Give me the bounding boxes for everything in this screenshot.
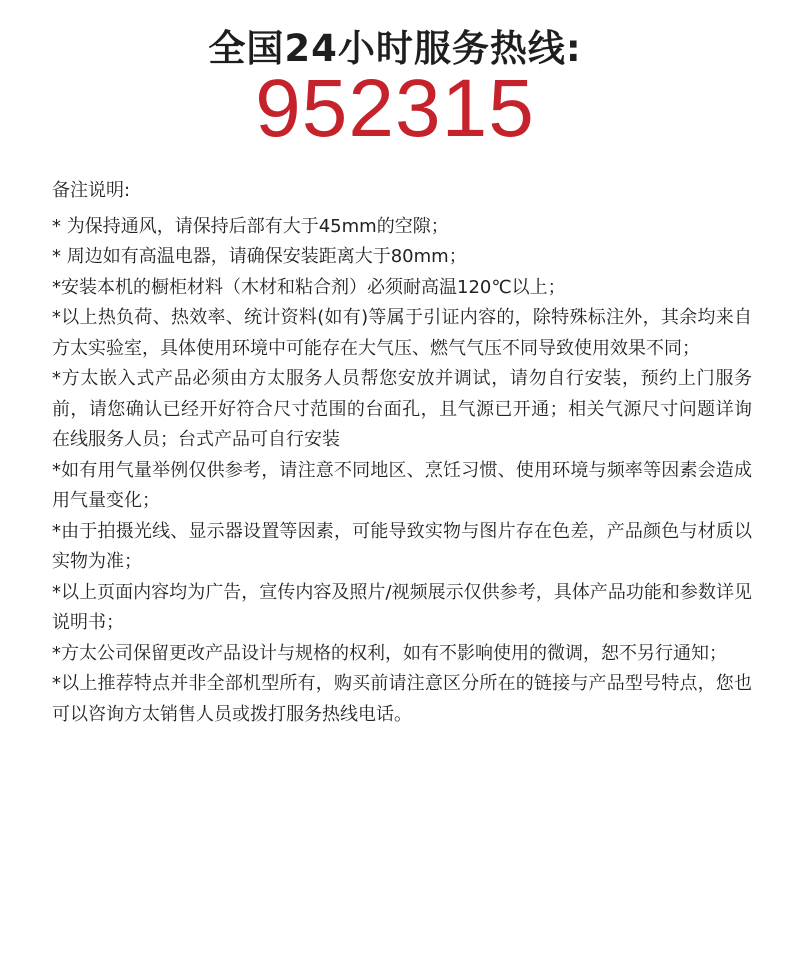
note-item: *方太公司保留更改产品设计与规格的权利，如有不影响使用的微调，恕不另行通知； [52, 642, 727, 664]
note-item: *以上热负荷、热效率、统计资料(如有)等属于引证内容的，除特殊标注外，其余均来自方太实验室，具体使用环境中可能存在大气压、燃气气压不同导致使用效果不同； [52, 307, 752, 359]
note-item: *如有用气量举例仅供参考，请注意不同地区、烹饪习惯、使用环境与频率等因素会造成用气量变化； [52, 459, 752, 511]
note-item: *方太嵌入式产品必须由方太服务人员帮您安放并调试，请勿自行安装，预约上门服务前，请您确认已经开好符合尺寸范围的台面孔，且气源已开通；相关气源尺寸问题详询在线服务人员；台式产品可自行安装 [52, 368, 752, 450]
hotline-number: 952315 [255, 63, 535, 154]
note-item: *由于拍摄光线、显示器设置等因素，可能导致实物与图片存在色差，产品颜色与材质以实物为准； [52, 520, 752, 572]
notes-heading: 备注说明: [52, 180, 131, 201]
hotline-title: 全国24小时服务热线: [208, 27, 582, 70]
notes-section [52, 176, 752, 730]
note-item: *安装本机的橱柜材料（木材和粘合剂）必须耐高温120℃以上； [52, 276, 566, 298]
note-item: * 为保持通风，请保持后部有大于45mm的空隙； [52, 215, 449, 237]
note-item: *以上页面内容均为广告，宣传内容及照片/视频展示仅供参考，具体产品功能和参数详见说明书； [52, 581, 752, 633]
note-item: *以上推荐特点并非全部机型所有，购买前请注意区分所在的链接与产品型号特点，您也可以咨询方太销售人员或拨打服务热线电话。 [52, 673, 752, 725]
note-item: * 周边如有高温电器，请确保安装距离大于80mm； [52, 246, 467, 267]
